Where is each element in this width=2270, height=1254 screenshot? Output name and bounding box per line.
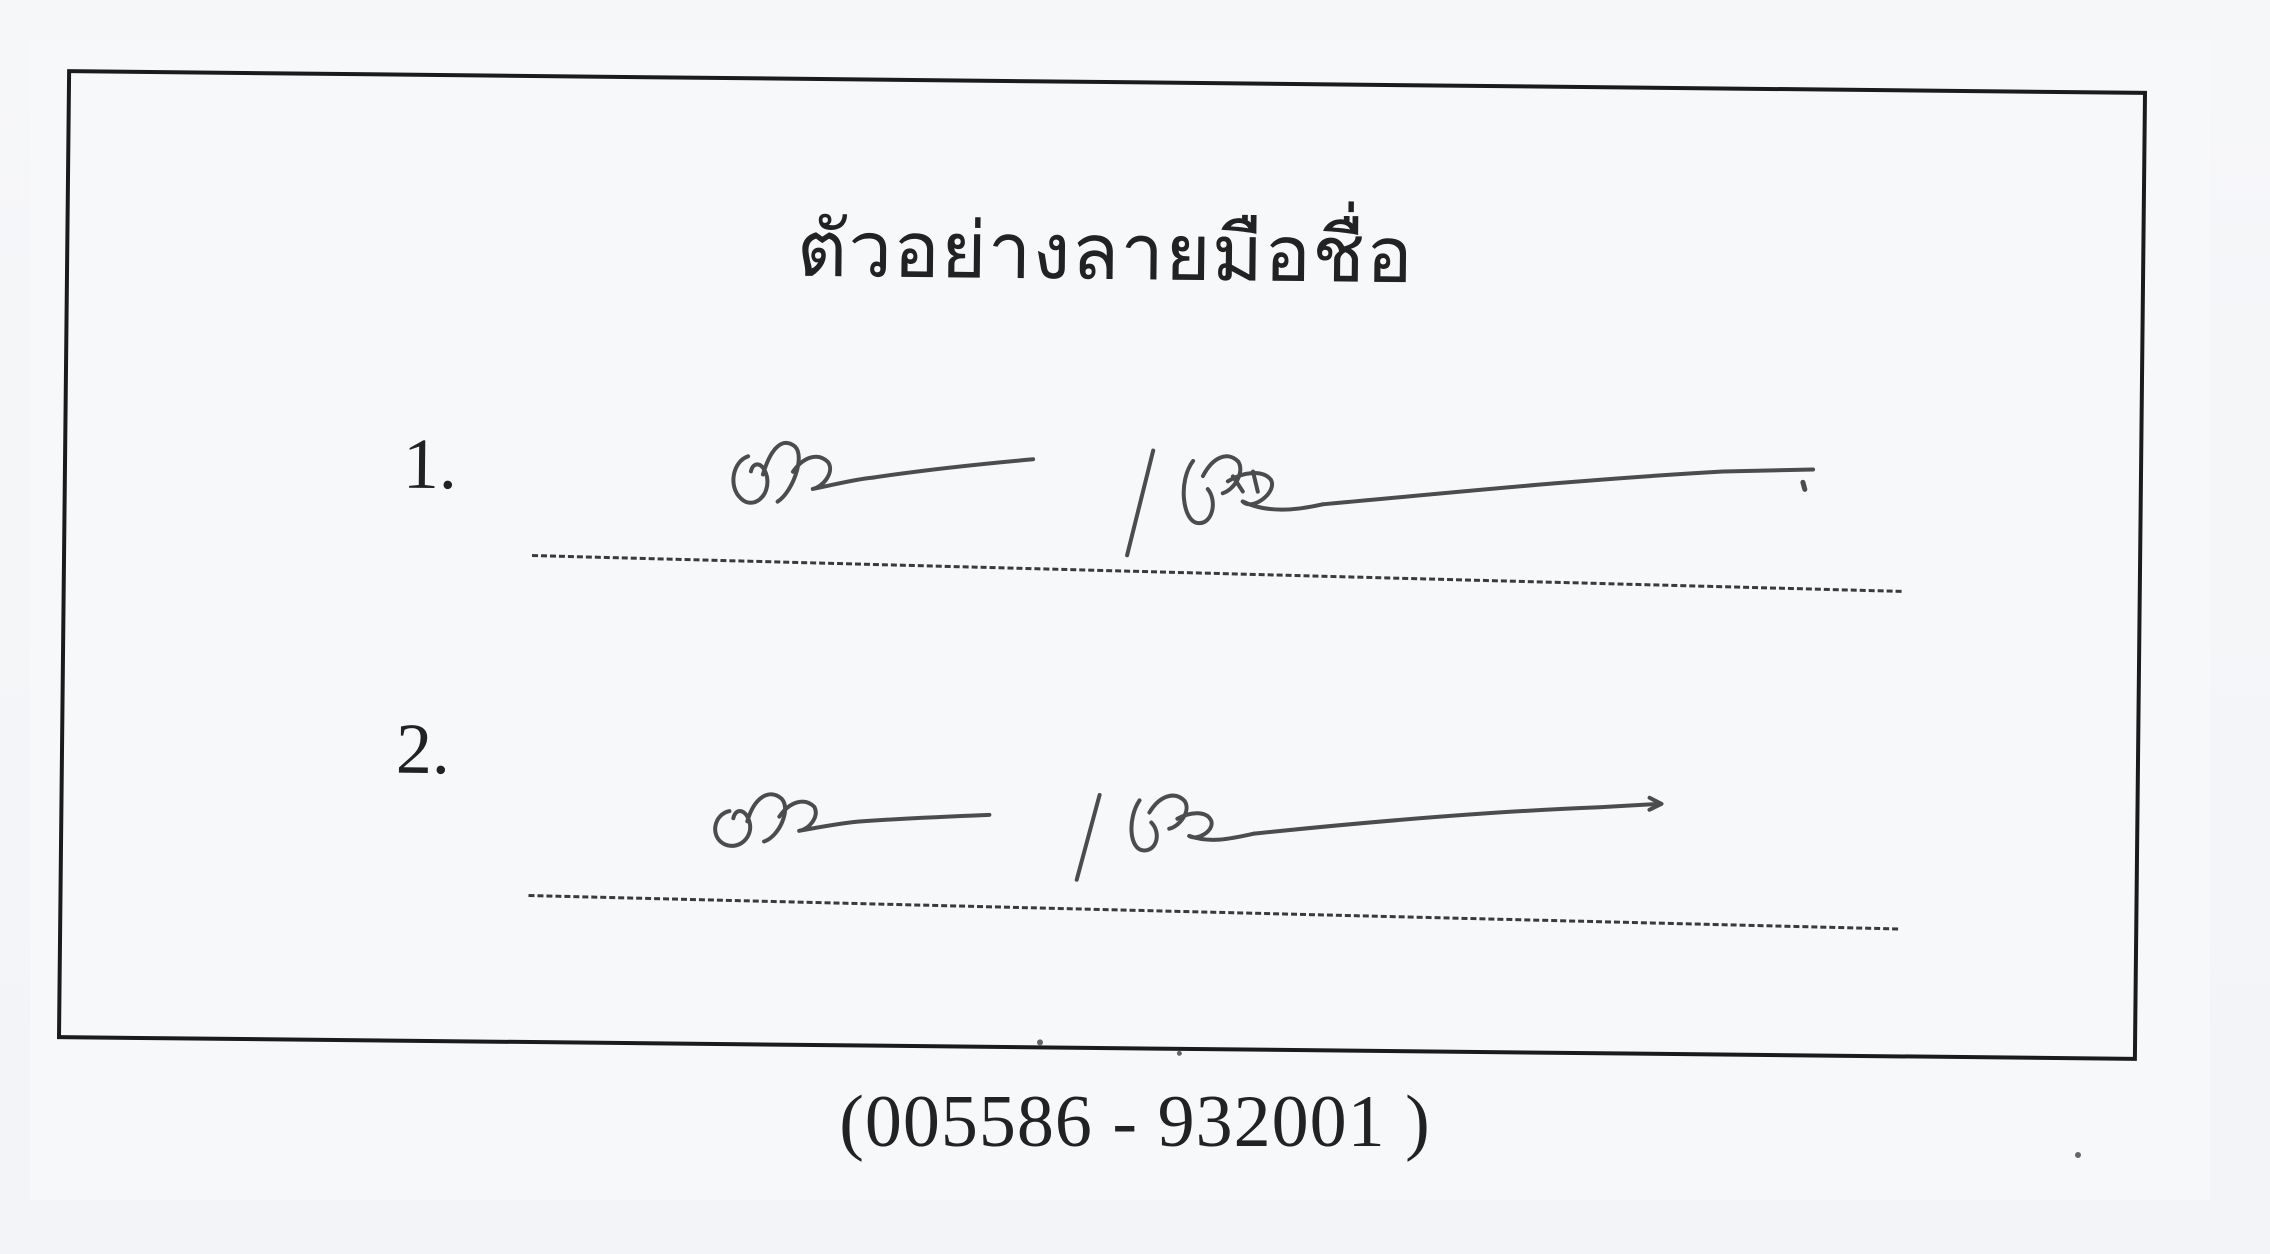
scan-speck — [2075, 1152, 2081, 1158]
signature-card — [57, 69, 2147, 1061]
scan-speck — [1037, 1039, 1043, 1045]
signature-number-1: 1. — [402, 423, 458, 505]
signature-number-2: 2. — [395, 708, 451, 790]
card-title: ตัวอย่างลายมือชื่อ — [796, 204, 1415, 302]
scan-speck — [1177, 1051, 1182, 1056]
handwritten-signature-2 — [699, 736, 1901, 909]
account-number: (005586 - 932001 ) — [839, 1081, 1431, 1163]
handwritten-signature-1 — [722, 416, 1924, 589]
signature-row-2 — [58, 699, 2140, 921]
signature-row-1 — [61, 419, 2143, 641]
